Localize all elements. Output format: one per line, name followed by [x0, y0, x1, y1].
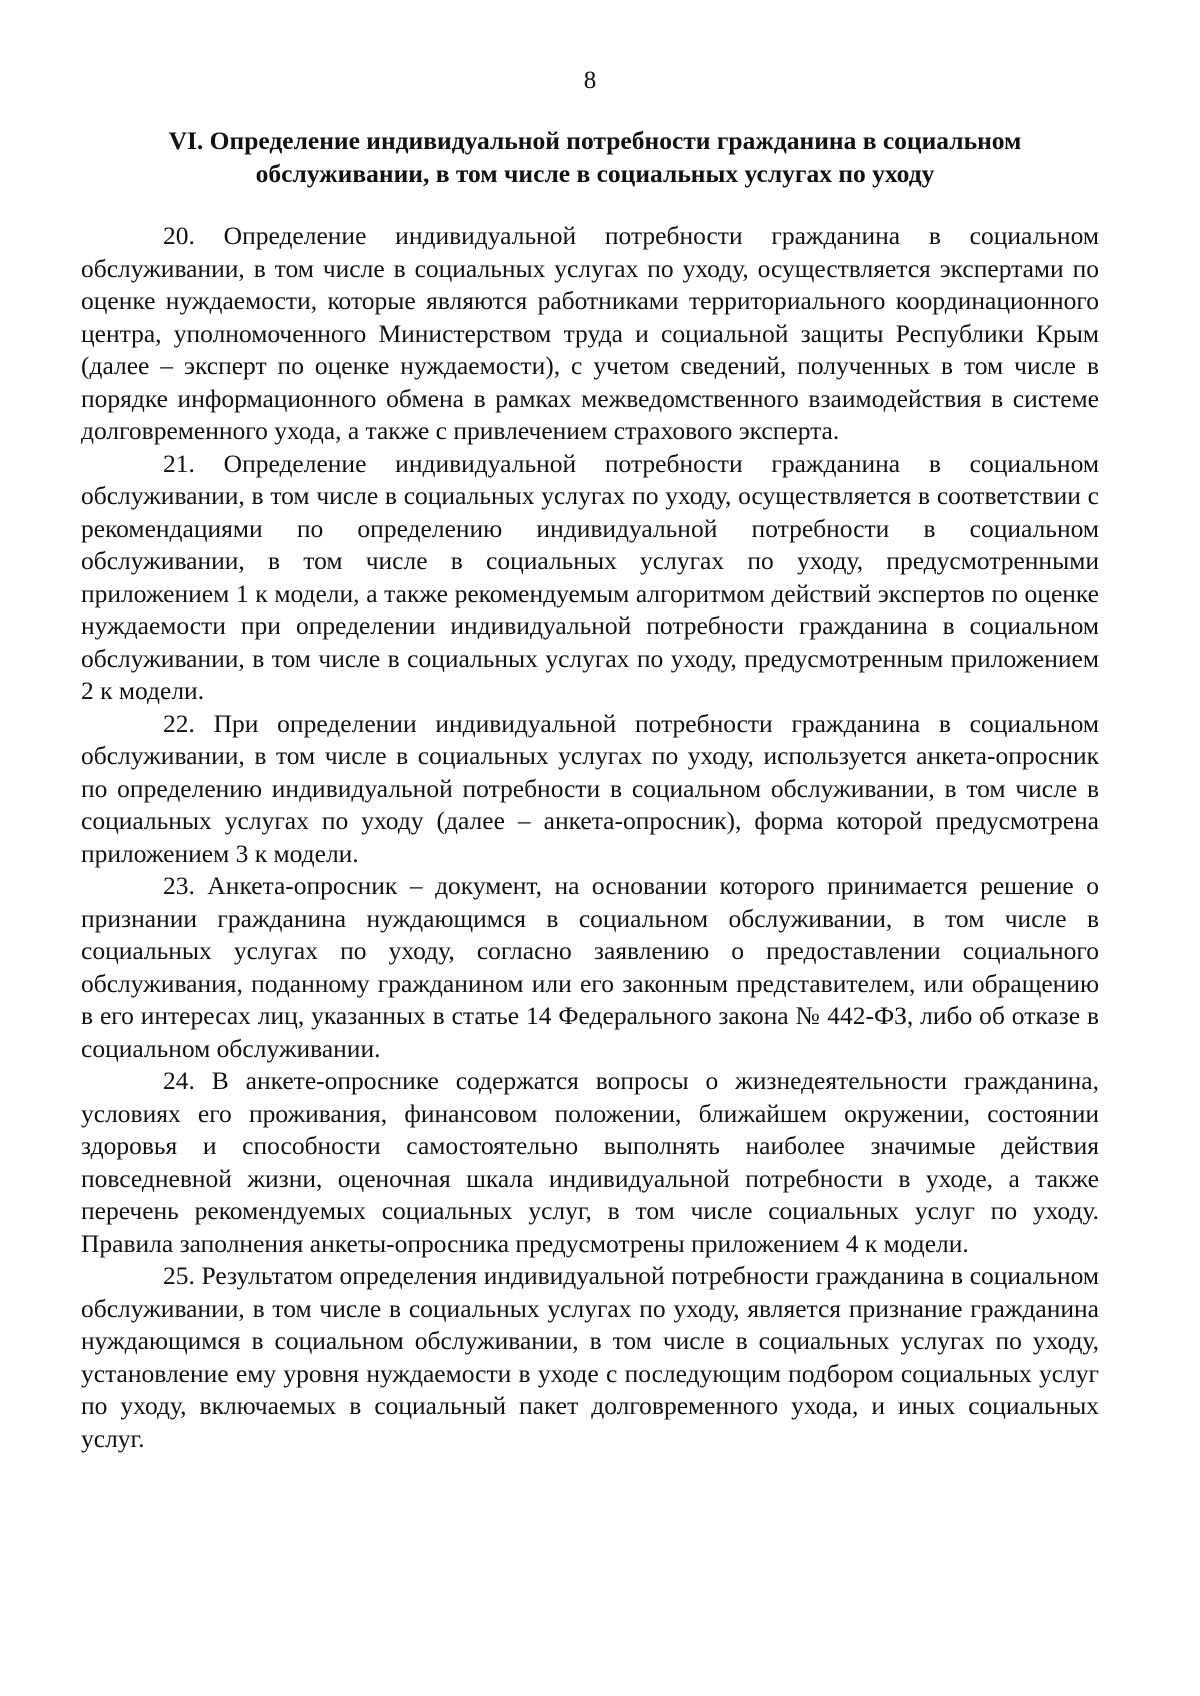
paragraph-22: 22. При определении индивидуальной потребности гражданина в социальном обслуживании, в том числе в социальных услугах по уходу, используется анкета-опросник по определению индивидуальной потребности в социальном обслуживании, в том числе в социальных услугах по уходу (далее – анкета-опросник), форма которой предусмотрена приложением 3 к модели. [81, 708, 1099, 868]
section-title: VI. Определение индивидуальной потребности гражданина в социальном обслуживании, в том числе в социальных услугах по уходу [168, 126, 1022, 188]
paragraph-24: 24. В анкете-опроснике содержатся вопросы о жизнедеятельности гражданина, условиях его проживания, финансовом положении, ближайшем окружении, состоянии здоровья и способности самостоятельно выполнять наиболее значимые действия повседневной жизни, оценочная шкала индивидуальной потребности в уходе, а также перечень рекомендуемых социальных услуг, в том числе социальных услуг по уходу. Правила заполнения анкеты-опросника предусмотрены приложением 4 к модели. [81, 1066, 1099, 1258]
document-body [81, 220, 1099, 1455]
paragraph-20: 20. Определение индивидуальной потребности гражданина в социальном обслуживании, в том числе в социальных услугах по уходу, осуществляется экспертами по оценке нуждаемости, которые являются работниками территориального координационного центра, уполномоченного Министерством труда и социальной защиты Республики Крым (далее – эксперт по оценке нуждаемости), с учетом сведений, полученных в том числе в порядке информационного обмена в рамках межведомственного взаимодействия в системе долговременного ухода, а также с привлечением страхового эксперта. [81, 221, 1099, 445]
paragraph-21: 21. Определение индивидуальной потребности гражданина в социальном обслуживании, в том числе в социальных услугах по уходу, осуществляется в соответствии с рекомендациями по определению индивидуальной потребности в социальном обслуживании, в том числе в социальных услугах по уходу, предусмотренными приложением 1 к модели, а также рекомендуемым алгоритмом действий экспертов по оценке нуждаемости при определении индивидуальной потребности гражданина в социальном обслуживании, в том числе в социальных услугах по уходу, предусмотренным приложением 2 к модели. [81, 448, 1099, 705]
page-number: 8 [583, 67, 597, 94]
paragraph-23: 23. Анкета-опросник – документ, на основании которого принимается решение о признании гражданина нуждающимся в социальном обслуживании, в том числе в социальных услугах по уходу, согласно заявлению о предоставлении социального обслуживания, поданному гражданином или его законным представителем, или обращению в его интересах лиц, указанных в статье 14 Федерального закона № 442-ФЗ, либо об отказе в социальном обслуживании. [81, 871, 1099, 1063]
paragraph-25: 25. Результатом определения индивидуальной потребности гражданина в социальном обслуживании, в том числе в социальных услугах по уходу, является признание гражданина нуждающимся в социальном обслуживании, в том числе в социальных услугах по уходу, установление ему уровня нуждаемости в уходе с последующим подбором социальных услуг по уходу, включаемых в социальный пакет долговременного ухода, и иных социальных услуг. [81, 1261, 1099, 1453]
